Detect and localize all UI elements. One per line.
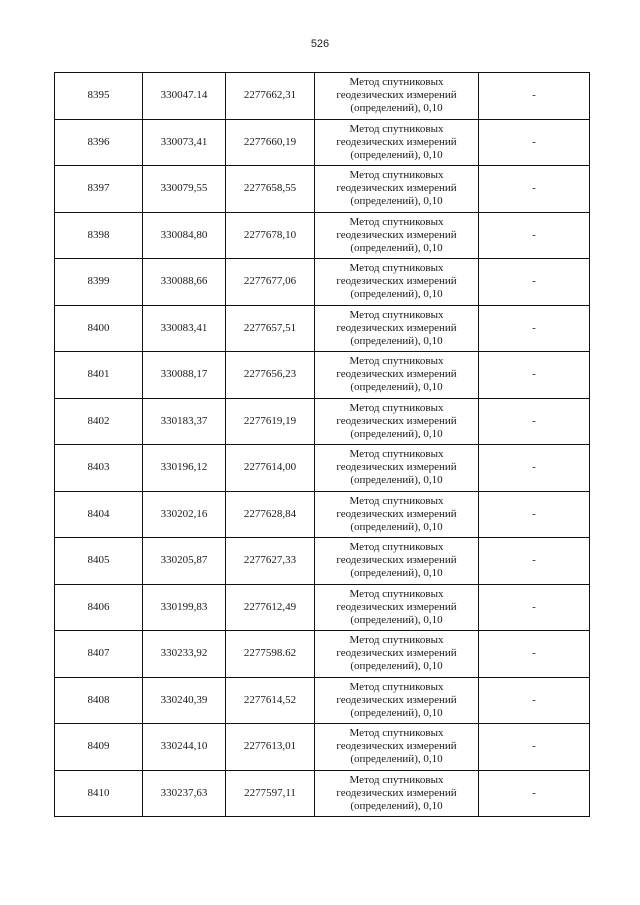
table-row [55, 584, 590, 631]
x-coordinate: 330199,83 [160, 600, 208, 613]
method-line-3: (определений), 0,10 [350, 706, 443, 719]
method-line-2: геодезических измерений [336, 321, 457, 334]
method-line-2: геодезических измерений [336, 600, 457, 613]
point-number: 8409 [87, 740, 110, 753]
coordinates-table-body [55, 73, 590, 817]
x-coordinate: 330244,10 [160, 740, 208, 753]
y-coordinate-cell [226, 770, 315, 817]
note-cell [479, 538, 590, 585]
x-coordinate: 330083,41 [160, 321, 208, 334]
point-number-cell [55, 212, 143, 259]
point-number: 8399 [87, 275, 110, 288]
note-cell [479, 73, 590, 120]
y-coordinate: 2277657,51 [243, 321, 297, 334]
table-row [55, 538, 590, 585]
x-coordinate: 330084,80 [160, 228, 208, 241]
y-coordinate-cell [226, 584, 315, 631]
method-line-1: Метод спутниковых [349, 401, 444, 414]
method-cell [315, 305, 479, 352]
note-cell [479, 398, 590, 445]
x-coordinate-cell [143, 724, 226, 771]
method-cell [315, 584, 479, 631]
table-row [55, 677, 590, 724]
y-coordinate: 2277628,84 [243, 507, 297, 520]
method-line-2: геодезических измерений [336, 461, 457, 474]
y-coordinate-cell [226, 631, 315, 678]
method-cell [315, 398, 479, 445]
point-number-cell [55, 73, 143, 120]
x-coordinate-cell [143, 73, 226, 120]
x-coordinate: 330073,41 [160, 135, 208, 148]
y-coordinate: 2277597,11 [244, 786, 296, 799]
y-coordinate-cell [226, 352, 315, 399]
coordinates-table [54, 72, 590, 817]
y-coordinate-cell [226, 724, 315, 771]
point-number: 8410 [87, 786, 110, 799]
method-line-1: Метод спутниковых [349, 122, 444, 135]
point-number-cell [55, 491, 143, 538]
method-line-1: Метод спутниковых [349, 355, 444, 368]
method-line-3: (определений), 0,10 [350, 520, 443, 533]
y-coordinate-cell [226, 212, 315, 259]
note: - [532, 740, 536, 753]
table-row [55, 724, 590, 771]
x-coordinate-cell [143, 212, 226, 259]
y-coordinate: 2277677,06 [243, 275, 297, 288]
y-coordinate-cell [226, 73, 315, 120]
method-line-1: Метод спутниковых [349, 262, 444, 275]
y-coordinate-cell [226, 445, 315, 492]
method-line-2: геодезических измерений [336, 693, 457, 706]
method-line-1: Метод спутниковых [349, 680, 444, 693]
x-coordinate: 330233,92 [160, 647, 208, 660]
point-number: 8402 [87, 414, 110, 427]
note-cell [479, 584, 590, 631]
point-number: 8398 [87, 228, 110, 241]
note-cell [479, 491, 590, 538]
method-line-1: Метод спутниковых [349, 587, 444, 600]
table-row [55, 770, 590, 817]
method-cell [315, 770, 479, 817]
note: - [532, 554, 536, 567]
method-line-2: геодезических измерений [336, 368, 457, 381]
point-number: 8397 [87, 182, 110, 195]
note-cell [479, 677, 590, 724]
method-line-3: (определений), 0,10 [350, 195, 443, 208]
note: - [532, 461, 536, 474]
y-coordinate: 2277614,00 [243, 461, 297, 474]
point-number-cell [55, 305, 143, 352]
note: - [532, 414, 536, 427]
method-cell [315, 259, 479, 306]
method-cell [315, 445, 479, 492]
note: - [532, 647, 536, 660]
method-cell [315, 677, 479, 724]
note-cell [479, 352, 590, 399]
table-row [55, 352, 590, 399]
point-number-cell [55, 538, 143, 585]
method-line-2: геодезических измерений [336, 228, 457, 241]
table-row [55, 445, 590, 492]
x-coordinate-cell [143, 445, 226, 492]
y-coordinate-cell [226, 119, 315, 166]
y-coordinate-cell [226, 166, 315, 213]
point-number-cell [55, 677, 143, 724]
point-number-cell [55, 724, 143, 771]
note-cell [479, 770, 590, 817]
y-coordinate-cell [226, 398, 315, 445]
x-coordinate-cell [143, 631, 226, 678]
x-coordinate-cell [143, 491, 226, 538]
y-coordinate: 2277613,01 [243, 740, 297, 753]
method-cell [315, 119, 479, 166]
note-cell [479, 212, 590, 259]
note-cell [479, 259, 590, 306]
method-line-2: геодезических измерений [336, 182, 457, 195]
method-cell [315, 212, 479, 259]
method-line-1: Метод спутниковых [349, 494, 444, 507]
y-coordinate-cell [226, 491, 315, 538]
method-line-3: (определений), 0,10 [350, 660, 443, 673]
method-cell [315, 73, 479, 120]
note: - [532, 507, 536, 520]
y-coordinate: 2277662,31 [243, 89, 297, 102]
method-line-2: геодезических измерений [336, 135, 457, 148]
y-coordinate-cell [226, 538, 315, 585]
x-coordinate: 330183,37 [160, 414, 208, 427]
point-number: 8401 [87, 368, 110, 381]
x-coordinate-cell [143, 398, 226, 445]
point-number: 8408 [87, 693, 110, 706]
note: - [532, 228, 536, 241]
point-number: 8407 [87, 647, 110, 660]
x-coordinate-cell [143, 538, 226, 585]
method-line-3: (определений), 0,10 [350, 148, 443, 161]
x-coordinate: 330240,39 [160, 693, 208, 706]
method-line-1: Метод спутниковых [349, 169, 444, 182]
method-line-1: Метод спутниковых [349, 634, 444, 647]
y-coordinate-cell [226, 677, 315, 724]
y-coordinate-cell [226, 259, 315, 306]
note: - [532, 693, 536, 706]
note: - [532, 275, 536, 288]
x-coordinate-cell [143, 677, 226, 724]
method-line-2: геодезических измерений [336, 414, 457, 427]
y-coordinate: 2277658,55 [243, 182, 297, 195]
table-row [55, 491, 590, 538]
point-number-cell [55, 445, 143, 492]
x-coordinate-cell [143, 259, 226, 306]
point-number: 8395 [87, 89, 110, 102]
method-cell [315, 166, 479, 213]
y-coordinate: 2277660,19 [243, 135, 297, 148]
note-cell [479, 119, 590, 166]
note: - [532, 135, 536, 148]
note-cell [479, 305, 590, 352]
y-coordinate: 2277612,49 [243, 600, 297, 613]
method-line-3: (определений), 0,10 [350, 613, 443, 626]
method-cell [315, 631, 479, 678]
note-cell [479, 724, 590, 771]
table-row [55, 631, 590, 678]
method-cell [315, 352, 479, 399]
point-number-cell [55, 119, 143, 166]
x-coordinate: 330202,16 [160, 507, 208, 520]
note: - [532, 321, 536, 334]
point-number-cell [55, 352, 143, 399]
point-number: 8400 [87, 321, 110, 334]
x-coordinate-cell [143, 305, 226, 352]
x-coordinate: 330047.14 [160, 89, 208, 102]
note: - [532, 182, 536, 195]
x-coordinate: 330088,66 [160, 275, 208, 288]
method-line-3: (определений), 0,10 [350, 102, 443, 115]
method-line-3: (определений), 0,10 [350, 427, 443, 440]
table-row [55, 398, 590, 445]
method-line-3: (определений), 0,10 [350, 288, 443, 301]
method-line-3: (определений), 0,10 [350, 753, 443, 766]
method-line-1: Метод спутниковых [349, 76, 444, 89]
table-row [55, 166, 590, 213]
x-coordinate: 330205,87 [160, 554, 208, 567]
note-cell [479, 445, 590, 492]
note: - [532, 89, 536, 102]
point-number: 8404 [87, 507, 110, 520]
note: - [532, 786, 536, 799]
note-cell [479, 631, 590, 678]
point-number-cell [55, 770, 143, 817]
point-number: 8396 [87, 135, 110, 148]
method-line-3: (определений), 0,10 [350, 567, 443, 580]
point-number-cell [55, 166, 143, 213]
point-number-cell [55, 398, 143, 445]
x-coordinate-cell [143, 352, 226, 399]
table-row [55, 212, 590, 259]
note: - [532, 600, 536, 613]
point-number: 8406 [87, 600, 110, 613]
page-number: 526 [310, 38, 330, 50]
y-coordinate: 2277598.62 [243, 647, 297, 660]
y-coordinate: 2277678,10 [243, 228, 297, 241]
method-line-2: геодезических измерений [336, 647, 457, 660]
point-number: 8405 [87, 554, 110, 567]
method-cell [315, 491, 479, 538]
method-line-2: геодезических измерений [336, 786, 457, 799]
x-coordinate: 330237,63 [160, 786, 208, 799]
note: - [532, 368, 536, 381]
point-number-cell [55, 584, 143, 631]
method-line-1: Метод спутниковых [349, 448, 444, 461]
table-row [55, 259, 590, 306]
method-line-2: геодезических измерений [336, 89, 457, 102]
table-row [55, 119, 590, 166]
x-coordinate-cell [143, 770, 226, 817]
x-coordinate: 330196,12 [160, 461, 208, 474]
y-coordinate: 2277614,52 [243, 693, 297, 706]
x-coordinate-cell [143, 584, 226, 631]
method-line-3: (определений), 0,10 [350, 799, 443, 812]
x-coordinate-cell [143, 166, 226, 213]
method-line-1: Метод спутниковых [349, 773, 444, 786]
method-line-2: геодезических измерений [336, 507, 457, 520]
method-line-3: (определений), 0,10 [350, 474, 443, 487]
point-number-cell [55, 259, 143, 306]
method-line-1: Метод спутниковых [349, 308, 444, 321]
point-number-cell [55, 631, 143, 678]
point-number: 8403 [87, 461, 110, 474]
method-line-1: Метод спутниковых [349, 541, 444, 554]
method-line-3: (определений), 0,10 [350, 241, 443, 254]
y-coordinate: 2277656,23 [243, 368, 297, 381]
method-line-3: (определений), 0,10 [350, 381, 443, 394]
table-row [55, 305, 590, 352]
method-line-1: Метод спутниковых [349, 215, 444, 228]
y-coordinate-cell [226, 305, 315, 352]
table-row [55, 73, 590, 120]
x-coordinate-cell [143, 119, 226, 166]
y-coordinate: 2277627,33 [243, 554, 297, 567]
method-line-2: геодезических измерений [336, 275, 457, 288]
method-line-2: геодезических измерений [336, 554, 457, 567]
method-cell [315, 538, 479, 585]
method-line-3: (определений), 0,10 [350, 334, 443, 347]
method-cell [315, 724, 479, 771]
x-coordinate: 330088,17 [160, 368, 208, 381]
y-coordinate: 2277619,19 [243, 414, 297, 427]
method-line-1: Метод спутниковых [349, 727, 444, 740]
x-coordinate: 330079,55 [160, 182, 208, 195]
note-cell [479, 166, 590, 213]
method-line-2: геодезических измерений [336, 740, 457, 753]
